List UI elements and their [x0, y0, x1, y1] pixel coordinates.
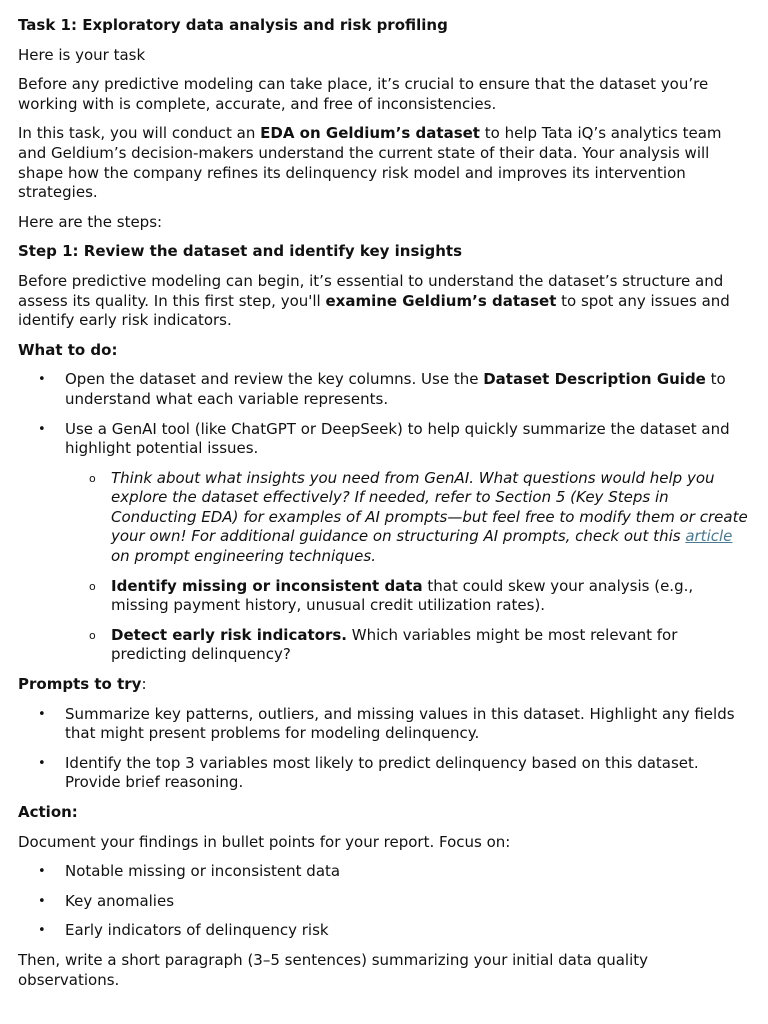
task-paragraph	[18, 124, 750, 202]
todo-sub3-post: Which variables might be most relevant for predicting delinquency?	[111, 625, 678, 664]
list-item	[18, 862, 750, 882]
bullet-icon: •	[38, 421, 46, 437]
list-item	[18, 705, 750, 744]
focus-text: Key anomalies	[65, 891, 175, 910]
todo-item1-bold: Dataset Description Guide	[483, 370, 706, 389]
todo-sublist	[65, 469, 750, 665]
bullet-icon: •	[38, 706, 46, 722]
step1-paragraph	[18, 272, 750, 331]
step1-heading: Step 1: Review the dataset and identify key insights	[18, 242, 463, 261]
list-item	[18, 370, 750, 409]
bullet-icon: •	[38, 923, 46, 939]
todo-item1-post: to understand what each variable represents.	[65, 370, 726, 408]
prompts-label	[18, 675, 750, 695]
task-title: Task 1: Exploratory data analysis and risk profiling	[18, 16, 448, 34]
list-item	[18, 754, 750, 793]
article-link[interactable]: article	[685, 527, 733, 546]
bullet-icon: •	[38, 893, 46, 909]
list-item	[65, 577, 750, 616]
prompts-list	[18, 705, 750, 793]
action-label	[18, 803, 750, 823]
prompt-text: Summarize key patterns, outliers, and missing values in this dataset. Highlight any fields that might present problems for modeling delinquency.	[65, 704, 735, 743]
intro-label: Here is your task	[18, 45, 146, 64]
task-paragraph-post: to help Tata iQ’s analytics team and Geldium’s decision-makers understand the current state of their data. Your analysis will shape how the company refines its delinquency risk model and improves its intervention strategies.	[18, 124, 722, 202]
list-item	[18, 420, 750, 666]
step1-paragraph-post: to spot any issues and identify early risk indicators.	[18, 291, 730, 330]
intro-paragraph: Before any predictive modeling can take place, it’s crucial to ensure that the dataset you’re working with is complete, accurate, and free of inconsistencies.	[18, 75, 709, 113]
todo-sub2-bold: Identify missing or inconsistent data	[111, 576, 423, 595]
step1-paragraph-bold: examine Geldium’s dataset	[325, 291, 557, 310]
todo-sub1-text	[111, 469, 748, 565]
step1-paragraph-pre: Before predictive modeling can begin, it’s essential to understand the dataset’s structure and assess its quality. In this first step, you'll	[18, 271, 724, 310]
action-intro: Document your findings in bullet points for your report. Focus on:	[18, 832, 511, 851]
closing-paragraph: Then, write a short paragraph (3–5 sentences) summarizing your initial data quality observations.	[18, 950, 649, 989]
circle-bullet-icon: o	[89, 579, 96, 593]
list-item	[65, 469, 750, 567]
task-paragraph-pre: In this task, you will conduct an	[18, 124, 261, 143]
todo-item2-text: Use a GenAI tool (like ChatGPT or DeepSeek) to help quickly summarize the dataset and highlight potential issues.	[65, 419, 730, 458]
todo-sub1-post: on prompt engineering techniques.	[111, 547, 376, 566]
focus-text: Early indicators of delinquency risk	[65, 921, 329, 940]
todo-item1-pre: Open the dataset and review the key columns. Use the	[65, 370, 484, 389]
bullet-icon: •	[38, 372, 46, 388]
what-to-do-label	[18, 341, 750, 361]
list-item	[18, 921, 750, 941]
todo-sub2-post: that could skew your analysis (e.g., missing payment history, unusual credit utilization rates).	[111, 576, 694, 615]
list-item	[18, 892, 750, 912]
circle-bullet-icon: o	[89, 628, 96, 642]
prompts-label-text: Prompts to try	[18, 675, 142, 694]
steps-label: Here are the steps:	[18, 212, 163, 231]
todo-list	[18, 370, 750, 665]
bullet-icon: •	[38, 864, 46, 880]
task-paragraph-bold: EDA on Geldium’s dataset	[260, 124, 480, 143]
todo-sub3-bold: Detect early risk indicators.	[111, 625, 347, 644]
what-to-do-text: What to do:	[18, 340, 118, 359]
focus-list	[18, 862, 750, 941]
prompts-label-colon: :	[141, 675, 147, 694]
action-label-text: Action:	[18, 803, 78, 821]
todo-sub1-pre: Think about what insights you need from GenAI. What questions would help you explore the dataset effectively? If needed, refer to Section 5 (Key Steps in Conducting EDA) for examples of AI prompts—but feel free to modify them or create your own! For additional guidance on structuring AI prompts, check out this	[111, 468, 748, 546]
focus-text: Notable missing or inconsistent data	[65, 862, 341, 881]
circle-bullet-icon: o	[89, 471, 96, 485]
list-item	[65, 626, 750, 665]
prompt-text: Identify the top 3 variables most likely to predict delinquency based on this dataset. Provide brief reasoning.	[65, 753, 699, 792]
bullet-icon: •	[38, 755, 46, 771]
